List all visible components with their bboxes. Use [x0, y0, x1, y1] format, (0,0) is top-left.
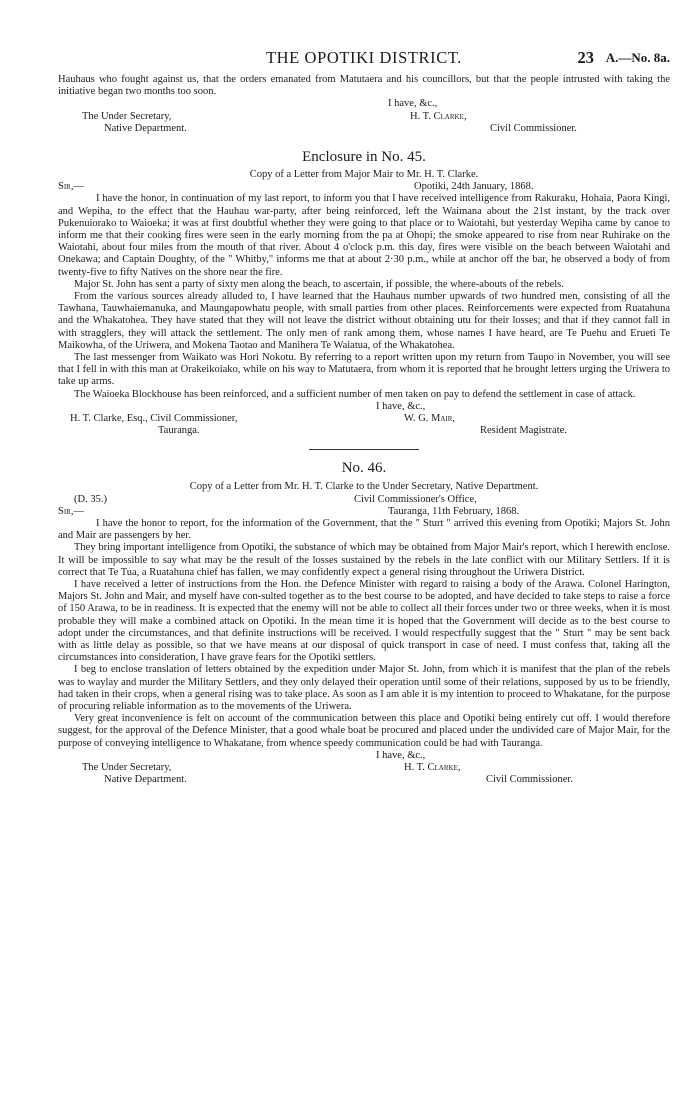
- paragraph: From the various sources already alluded to, I have learned that the Hauhaus number upwards of two hundred men, consisting of all the Tawhana, Tauwhaiemanuka, and Maungapowhatu people, with small parties from other places. Reinforcements were expected from Ruatahuna and the Whakatohea. They have stated that they will not leave the district without obtaining utu for their losses; and that if they cannot fall in with stragglers, they will attack the settlement. The only men of rank among them, whose names I have heard, are Te Puehu and Erueti Te Maikowha, of the Uriwera, and Mokena Taotao and Manihera Te Waiatua, of the Whakatohea.: [58, 290, 670, 351]
- signer: W. G. Mair,: [404, 413, 456, 424]
- addressee-department: Native Department.: [104, 122, 187, 134]
- paragraph: Very great inconvenience is felt on account of the communication between this place and Opotiki being entirely cut off. I would therefore suggest, for the approval of the Defence Minister, that a good whale boat be procured and placed under the undivided care of Major Mair, for the purpose of conveying intelligence to Whakatane, from whence speedy communication could be had with Tauranga.: [58, 713, 670, 749]
- salutation-row: [58, 506, 670, 518]
- paragraph: The Waioeka Blockhouse has been reinforced, and a sufficient number of men taken on pay to defend the settlement in case of attack.: [74, 388, 636, 400]
- closing-formula: I have, &c.,: [376, 749, 426, 761]
- closing-row: [58, 401, 670, 413]
- addressee: The Under Secretary,: [82, 110, 172, 122]
- continued-paragraph: Hauhaus who fought against us, that the orders emanated from Matutaera and his councillors, but that the people intrusted with taking the initiative began two months too soon.: [58, 74, 670, 98]
- paragraph: I beg to enclose translation of letters obtained by the expedition under Major St. John, from which it is manifest that the plan of the rebels was to waylay and murder the Military Settlers, and they only delayed their operation until some of their relations, supposed by us to be friendly, had taken in their crops, when a general rising was to take place. As soon as I am able it is my intention to proceed to Whakatane, for the purpose of procuring reliable information as to the movements of the Uriwera.: [58, 664, 670, 712]
- paragraph: I have the honor to report, for the information of the Government, that the " Sturt " arrived this evening from Opotiki; Majors St. John and Mair are passengers by her.: [58, 517, 670, 542]
- letter-reference: (D. 35.): [74, 493, 107, 505]
- signature-row-2: [58, 774, 670, 786]
- salutation-row: [58, 181, 670, 193]
- section-heading: No. 46.: [341, 460, 387, 477]
- office-line: Civil Commissioner's Office,: [354, 493, 477, 505]
- document-reference: A.—No. 8a.: [605, 50, 670, 65]
- page-number: 23: [577, 48, 594, 67]
- signature-row: [58, 111, 670, 123]
- signer: H. T. Clarke,: [410, 110, 467, 122]
- reference-row: [58, 494, 670, 506]
- signer-title: Civil Commissioner.: [486, 774, 573, 786]
- closing-formula: I have, &c.,: [376, 400, 426, 412]
- document-page: [58, 48, 670, 786]
- signature-row-2: [58, 123, 670, 135]
- signature-row: [58, 413, 670, 425]
- page-title: THE OPOTIKI DISTRICT.: [265, 48, 463, 67]
- addressee: H. T. Clarke, Esq., Civil Commissioner,: [70, 413, 238, 424]
- letter-subtitle: Copy of a Letter from Major Mair to Mr. H. T. Clarke.: [249, 168, 479, 180]
- signer-title: Resident Magistrate.: [480, 425, 567, 437]
- closing-formula: I have, &c.,: [388, 98, 438, 110]
- section-heading: Enclosure in No. 45.: [302, 148, 426, 165]
- paragraph: I have the honor, in continuation of my last report, to inform you that I have received intelligence from Rakuraku, Hohaia, Paora Kingi, and Wepiha, to the effect that the Hauhau war-party, after being reinforced, left the Waimana about the 21st instant, by the track over Pukenuiorako to Waioeka; it was at first doubtful whether they were going to that place or to Waiotahi, but yesterday Wepiha came by canoe to inform me that their cooking fires were seen in the early morning from the pa at Ohopi; the smoke appeared to rise from near Ruhirake on the Waiotahi, about four miles from the mouth of that river. About 4 o'clock p.m. this day, fires were visible on the beach between Waiotahi and Onekawa; and Captain Doughty, of the " Whitby," informs me that at about 2·30 p.m., while at anchor off the bar, he observed a body of from twenty-five to fifty Natives on the shore near the fire.: [58, 193, 670, 278]
- salutation: Sir,—: [58, 505, 84, 517]
- signer: H. T. Clarke,: [404, 762, 461, 773]
- signer-title: Civil Commissioner.: [490, 122, 577, 134]
- signature-row-2: [58, 425, 670, 437]
- letter-subtitle: Copy of a Letter from Mr. H. T. Clarke to the Under Secretary, Native Department.: [189, 481, 539, 493]
- paragraph: They bring important intelligence from Opotiki, the substance of which may be obtained from Major Mair's report, which I herewith enclose. It will be impossible to say what may be the result of the losses sustained by the rebels in the late conflict with our Military Settlers. If it is correct that Te Tua, a Ruatahuna chief has fallen, we may confidently expect a general rising throughout the Uriwera District.: [58, 542, 670, 578]
- running-header: [58, 48, 670, 72]
- paragraph: The last messenger from Waikato was Hori Nokotu. By referring to a report written upon my return from Taupo in November, you will see that I fell in with this man at Orakeikoiako, while on his way to Matutaera, from whom it is reported that he brought letters urging the Uriwera to take up arms.: [58, 352, 670, 388]
- paragraph: Major St. John has sent a party of sixty men along the beach, to ascertain, if possible, the where-abouts of the rebels.: [74, 278, 564, 290]
- addressee-department: Native Department.: [104, 774, 187, 786]
- place-date: Opotiki, 24th January, 1868.: [414, 181, 534, 193]
- signature-row: [58, 762, 670, 774]
- closing-row: [58, 98, 670, 110]
- addressee-location: Tauranga.: [158, 425, 200, 437]
- salutation: Sir,—: [58, 181, 84, 193]
- paragraph: I have received a letter of instructions from the Hon. the Defence Minister with regard to raising a body of the Arawa. Colonel Harington, Majors St. John and Mair, and myself have con-sulted together as to the best course to be adopted, and have decided to take steps to raise a force of 150 Arawa, to be in readiness. It is expected that the enemy will not be able to collect all their forces under two or three weeks, when it is most probable they will make a combined attack on Opotiki. In the mean time it is hoped that the Government will decide as to the best course to adopt under the circumstances, and that definite instructions will be received. I would respectfully suggest that the " Sturt " may be sent back with as little delay as possible, so that we have means at our disposal of quick transport in case of need. I must confess that, taking all the circumstances into consideration, I have grave fears for the Opotiki settlers.: [58, 578, 670, 664]
- addressee: The Under Secretary,: [82, 762, 172, 773]
- place-date: Tauranga, 11th February, 1868.: [388, 505, 520, 517]
- closing-row: [58, 750, 670, 762]
- section-divider: [309, 449, 419, 450]
